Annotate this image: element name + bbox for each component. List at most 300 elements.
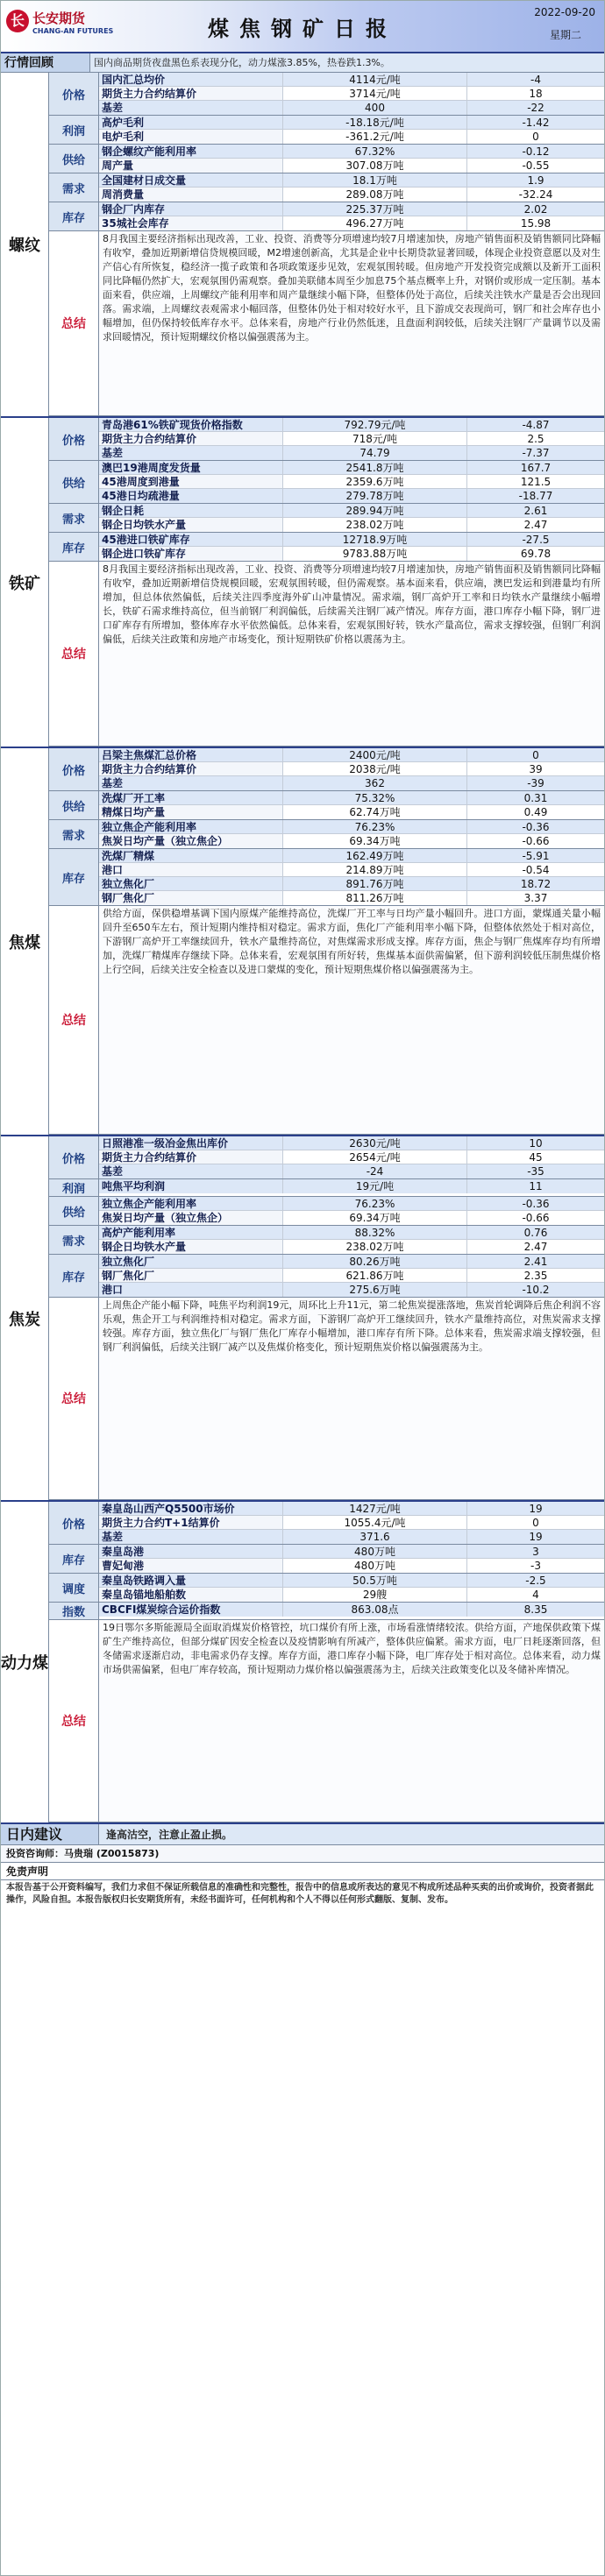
group-label: 库存 xyxy=(49,1255,99,1297)
group-label: 需求 xyxy=(49,173,99,202)
group-rows xyxy=(99,1226,604,1254)
indicator-value: 480万吨 xyxy=(283,1545,467,1558)
section-body xyxy=(49,748,604,1135)
indicator-name: 基差 xyxy=(99,446,283,460)
table-row xyxy=(99,1502,604,1516)
indicator-change: -27.5 xyxy=(522,534,550,546)
indicator-group xyxy=(49,173,604,202)
indicator-value: 162.49万吨 xyxy=(283,849,467,862)
table-row xyxy=(99,159,604,173)
summary-label: 总结 xyxy=(49,231,99,415)
indicator-value: 76.23% xyxy=(283,820,467,833)
indicator-change: 1.9 xyxy=(527,174,544,187)
table-row xyxy=(99,1574,604,1588)
table-row xyxy=(99,863,604,877)
indicator-value: 279.78万吨 xyxy=(283,489,467,503)
indicator-name: 钢企厂内库存 xyxy=(99,202,283,216)
indicator-value: 3714元/吨 xyxy=(283,87,467,100)
indicator-change: 121.5 xyxy=(520,476,552,488)
indicator-value: 811.26万吨 xyxy=(283,891,467,905)
indicator-group xyxy=(49,1226,604,1255)
section-label: 铁矿 xyxy=(1,418,49,747)
indicator-value: 19元/吨 xyxy=(283,1179,467,1193)
indicator-change: 0.76 xyxy=(523,1227,548,1239)
indicator-change: 10 xyxy=(529,1137,543,1150)
summary-label: 总结 xyxy=(49,906,99,1134)
indicator-value: 289.94万吨 xyxy=(283,504,467,517)
indicator-group xyxy=(49,73,604,116)
table-row xyxy=(99,1559,604,1573)
table-row xyxy=(99,188,604,202)
indicator-value: -361.2元/吨 xyxy=(283,130,467,144)
indicator-value: 62.74万吨 xyxy=(283,805,467,819)
disclaimer-title: 免责声明 xyxy=(1,1863,604,1880)
indicator-change: 45 xyxy=(529,1151,543,1164)
indicator-change: -0.54 xyxy=(522,864,550,876)
group-label: 需求 xyxy=(49,504,99,532)
summary-label: 总结 xyxy=(49,1620,99,1822)
table-row xyxy=(99,461,604,475)
table-row xyxy=(99,116,604,130)
indicator-name: 周产量 xyxy=(99,159,283,173)
indicator-name: 秦皇岛港 xyxy=(99,1545,283,1558)
indicator-change: -0.36 xyxy=(522,821,550,833)
indicator-change: 0 xyxy=(532,1517,539,1529)
group-rows xyxy=(99,461,604,503)
group-label: 价格 xyxy=(49,1502,99,1544)
indicator-value: 9783.88万吨 xyxy=(283,547,467,561)
table-row xyxy=(99,446,604,460)
indicator-value: 289.08万吨 xyxy=(283,188,467,202)
indicator-name: 国内汇总均价 xyxy=(99,73,283,86)
indicator-change: 19 xyxy=(529,1531,543,1543)
section-3 xyxy=(1,1136,604,1502)
summary-block xyxy=(49,562,604,747)
indicator-value: 2630元/吨 xyxy=(283,1136,467,1150)
indicator-change: 2.47 xyxy=(523,519,548,531)
table-row xyxy=(99,820,604,834)
table-row xyxy=(99,216,604,230)
section-label: 焦炭 xyxy=(1,1136,49,1500)
summary-text: 上周焦企产能小幅下降，吨焦平均利润19元，周环比上升11元，第二轮焦炭提涨落地，焦炭首轮调降后焦企利润不容乐观，焦企开工与利润维持相对稳定。需求方面，下游钢厂高炉开工继续回升，铁水产量维持高位，对焦炭需求支撑较强。库存方面，独立焦化厂与钢厂焦化厂库存小幅增加，港口库存有所下降。总体来看，焦炭需求端支撑较强，但钢厂利润偏低，后续关注钢厂减产以及焦煤价格变化，预计短期焦炭价格以偏强震荡为主。 xyxy=(99,1298,604,1499)
indicator-name: 期货主力合约T+1结算价 xyxy=(99,1516,283,1529)
indicator-value: 1427元/吨 xyxy=(283,1502,467,1515)
disclaimer-text: 本报告基于公开资料编写，我们力求但不保证所载信息的准确性和完整性，报告中的信息或所表达的意见不构成所述品种买卖的出价或询价，投资者据此操作，风险自担。本报告版权归长安期货所有，未经书面许可，任何机构和个人不得以任何形式翻版、复制、发布。 xyxy=(6,1883,594,1905)
indicator-name: 电炉毛利 xyxy=(99,130,283,144)
indicator-group xyxy=(49,418,604,461)
indicator-name: 基差 xyxy=(99,101,283,115)
logo-name: 长安期货 xyxy=(32,11,86,26)
indicator-change: -0.55 xyxy=(522,159,550,172)
indicator-value: 2359.6万吨 xyxy=(283,475,467,488)
indicator-name: 35城社会库存 xyxy=(99,216,283,230)
indicator-value: 718元/吨 xyxy=(283,432,467,445)
indicator-group xyxy=(49,820,604,849)
indicator-value: 69.34万吨 xyxy=(283,834,467,848)
report-title: 煤焦钢矿日报 xyxy=(208,16,397,41)
group-label: 库存 xyxy=(49,849,99,905)
group-rows xyxy=(99,145,604,173)
indicator-change: 18 xyxy=(529,88,543,100)
indicator-value: 75.32% xyxy=(283,791,467,804)
indicator-name: 吕梁主焦煤汇总价格 xyxy=(99,748,283,761)
summary-block xyxy=(49,1620,604,1822)
indicator-value: 76.23% xyxy=(283,1197,467,1210)
indicator-value: 238.02万吨 xyxy=(283,1240,467,1254)
indicator-group xyxy=(49,1179,604,1197)
summary-text: 供给方面，保供稳增基调下国内原煤产能维持高位，洗煤厂开工率与日均产量小幅回升。进口方面，蒙煤通关量小幅回升至650车左右，预计短期内维持相对稳定。需求方面，焦化厂产能利用率小幅下降，但整体依然处于相对高位，下游钢厂高炉开工率继续回升，铁水产量维持高位，对焦煤需求形成支撑。库存方面，焦企与钢厂焦煤库存均有所增加，洗煤厂精煤库存继续下降。总体来看，宏观氛围有所好转，焦煤基本面供需偏紧，但下游利润较低压制焦煤价格上行空间，后续关注安全检查以及进口蒙煤的变化，预计短期焦煤价格以偏强震荡为主。 xyxy=(99,906,604,1134)
table-row xyxy=(99,1136,604,1150)
indicator-value: 18.1万吨 xyxy=(283,173,467,187)
indicator-name: 钢企日耗 xyxy=(99,504,283,517)
indicator-value: 480万吨 xyxy=(283,1559,467,1573)
summary-block xyxy=(49,1298,604,1500)
indicator-name: 期货主力合约结算价 xyxy=(99,87,283,100)
indicator-change: 2.5 xyxy=(527,433,544,445)
table-row xyxy=(99,1269,604,1283)
indicator-name: 独立焦企产能利用率 xyxy=(99,1197,283,1210)
indicator-group xyxy=(49,1603,604,1620)
indicator-value: 275.6万吨 xyxy=(283,1283,467,1297)
indicator-change: -0.36 xyxy=(522,1198,550,1210)
indicator-value: 2541.8万吨 xyxy=(283,461,467,474)
indicator-group xyxy=(49,202,604,231)
commodity-sections xyxy=(1,73,604,1824)
indicator-value: 12718.9万吨 xyxy=(283,533,467,546)
table-row xyxy=(99,849,604,863)
table-row xyxy=(99,1255,604,1269)
indicator-value: 362 xyxy=(283,776,467,790)
indicator-change: -5.91 xyxy=(522,850,550,862)
table-row xyxy=(99,130,604,144)
group-label: 需求 xyxy=(49,820,99,848)
indicator-name: 港口 xyxy=(99,863,283,876)
indicator-change: -32.24 xyxy=(518,188,553,201)
table-row xyxy=(99,776,604,790)
section-body xyxy=(49,1502,604,1822)
table-row xyxy=(99,432,604,446)
indicator-name: 青岛港61%铁矿现货价格指数 xyxy=(99,418,283,431)
indicator-name: 钢企进口铁矿库存 xyxy=(99,547,283,561)
indicator-value: 496.27万吨 xyxy=(283,216,467,230)
group-rows xyxy=(99,1255,604,1297)
indicator-change: 2.47 xyxy=(523,1241,548,1253)
indicator-group xyxy=(49,504,604,533)
indicator-change: -4.87 xyxy=(522,419,550,431)
indicator-value: -24 xyxy=(283,1164,467,1178)
group-label: 供给 xyxy=(49,791,99,819)
indicator-value: 2038元/吨 xyxy=(283,762,467,775)
table-row xyxy=(99,1530,604,1544)
group-rows xyxy=(99,504,604,532)
indicator-name: 钢厂焦化厂 xyxy=(99,891,283,905)
indicator-value: 88.32% xyxy=(283,1226,467,1239)
table-row xyxy=(99,173,604,188)
group-label: 价格 xyxy=(49,73,99,115)
group-rows xyxy=(99,116,604,144)
indicator-name: 独立焦化厂 xyxy=(99,877,283,890)
section-label: 焦煤 xyxy=(1,748,49,1135)
indicator-name: 洗煤厂精煤 xyxy=(99,849,283,862)
group-rows xyxy=(99,1603,604,1619)
indicator-value: 863.08点 xyxy=(283,1603,467,1617)
summary-text: 8月我国主要经济指标出现改善，工业、投资、消费等分项增速均较7月增速加快，房地产销售面积及销售额同比降幅有收窄，叠加近期新增信贷规模回暖，宏观氛围转暖，但仍需观察。基本面来看，供应端，澳巴发运和到港量均有所增加，但总体依然偏低，后续关注四季度海外矿山冲量情况。需求端，钢厂高炉开工率和日均铁水产量继续小幅增长，铁矿石需求维持高位，但当前钢厂利润偏低，后续需关注钢厂减产情况。库存方面，港口库存小幅下降，钢厂进口矿库存有所增加，整体库存水平依然偏低。总体来看，宏观氛围好转，铁水产量高位，需求支撑较强，但钢厂利润偏低，后续关注政策和房地产市场变化，预计短期铁矿价格以震荡为主。 xyxy=(99,562,604,746)
indicator-value: 74.79 xyxy=(283,446,467,460)
indicator-name: 钢企日均铁水产量 xyxy=(99,518,283,532)
indicator-name: 港口 xyxy=(99,1283,283,1297)
indicator-name: 钢厂焦化厂 xyxy=(99,1269,283,1282)
indicator-change: 2.02 xyxy=(523,203,548,216)
indicator-name: 期货主力合约结算价 xyxy=(99,1150,283,1164)
indicator-change: 2.35 xyxy=(523,1270,548,1282)
report-date: 2022-09-20 xyxy=(534,6,595,18)
market-overview xyxy=(1,53,604,73)
indicator-change: -22 xyxy=(527,102,544,114)
indicator-value: 2400元/吨 xyxy=(283,748,467,761)
group-rows xyxy=(99,849,604,905)
table-row xyxy=(99,73,604,87)
indicator-value: 80.26万吨 xyxy=(283,1255,467,1268)
indicator-name: 全国建材日成交量 xyxy=(99,173,283,187)
section-4 xyxy=(1,1502,604,1824)
indicator-change: -39 xyxy=(527,777,544,789)
indicator-name: 钢企螺纹产能利用率 xyxy=(99,145,283,158)
group-label: 价格 xyxy=(49,748,99,790)
indicator-change: 19 xyxy=(529,1503,543,1515)
group-label: 库存 xyxy=(49,202,99,230)
indicator-value: 50.5万吨 xyxy=(283,1574,467,1587)
group-label: 价格 xyxy=(49,418,99,460)
table-row xyxy=(99,1283,604,1297)
indicator-value: 69.34万吨 xyxy=(283,1211,467,1225)
table-row xyxy=(99,1603,604,1617)
table-row xyxy=(99,891,604,905)
indicator-change: 8.35 xyxy=(523,1603,548,1616)
indicator-name: 45港日均疏港量 xyxy=(99,489,283,503)
indicator-name: 日照港准一级冶金焦出库价 xyxy=(99,1136,283,1150)
group-rows xyxy=(99,1545,604,1573)
indicator-name: 焦炭日均产量（独立焦企） xyxy=(99,834,283,848)
group-rows xyxy=(99,791,604,819)
indicator-change: 0.31 xyxy=(523,792,548,804)
indicator-group xyxy=(49,461,604,504)
indicator-name: 45港周度到港量 xyxy=(99,475,283,488)
indicator-value: 29艘 xyxy=(283,1588,467,1602)
table-row xyxy=(99,1211,604,1225)
indicator-change: 0 xyxy=(532,131,539,143)
indicator-change: -35 xyxy=(527,1165,544,1178)
indicator-group xyxy=(49,533,604,562)
indicator-change: -4 xyxy=(530,74,541,86)
summary-label: 总结 xyxy=(49,562,99,746)
table-row xyxy=(99,101,604,115)
overview-label: 行情回顾 xyxy=(1,53,90,72)
group-rows xyxy=(99,418,604,460)
indicator-value: -18.18元/吨 xyxy=(283,116,467,129)
indicator-change: -2.5 xyxy=(525,1575,546,1587)
group-label: 供给 xyxy=(49,1197,99,1225)
advice-text: 逢高沽空，注意止盈止损。 xyxy=(106,1829,233,1841)
group-label: 供给 xyxy=(49,145,99,173)
indicator-change: 0 xyxy=(532,749,539,761)
indicator-change: -0.66 xyxy=(522,1212,550,1224)
indicator-group xyxy=(49,1255,604,1298)
table-row xyxy=(99,762,604,776)
indicator-change: -7.37 xyxy=(522,447,550,459)
table-row xyxy=(99,834,604,848)
indicator-change: 167.7 xyxy=(520,462,552,474)
indicator-value: 307.08万吨 xyxy=(283,159,467,173)
indicator-group xyxy=(49,1574,604,1603)
indicator-value: 621.86万吨 xyxy=(283,1269,467,1282)
indicator-group xyxy=(49,1136,604,1179)
group-rows xyxy=(99,202,604,230)
indicator-change: -0.12 xyxy=(522,145,550,158)
table-row xyxy=(99,418,604,432)
table-row xyxy=(99,791,604,805)
indicator-change: 3.37 xyxy=(523,892,548,904)
logo-name-en: CHANG-AN FUTURES xyxy=(32,27,114,35)
section-body xyxy=(49,1136,604,1500)
group-rows xyxy=(99,1574,604,1602)
table-row xyxy=(99,1545,604,1559)
group-label: 利润 xyxy=(49,1179,99,1196)
indicator-name: 秦皇岛锚地船舶数 xyxy=(99,1588,283,1602)
group-label: 库存 xyxy=(49,533,99,561)
indicator-change: 11 xyxy=(529,1180,543,1192)
group-label: 供给 xyxy=(49,461,99,503)
indicator-group xyxy=(49,1197,604,1226)
indicator-name: 期货主力合约结算价 xyxy=(99,762,283,775)
indicator-value: 214.89万吨 xyxy=(283,863,467,876)
group-rows xyxy=(99,73,604,115)
indicator-change: -10.2 xyxy=(522,1284,550,1296)
indicator-name: 期货主力合约结算价 xyxy=(99,432,283,445)
indicator-name: 秦皇岛铁路调入量 xyxy=(99,1574,283,1587)
group-label: 指数 xyxy=(49,1603,99,1619)
group-rows xyxy=(99,1502,604,1544)
indicator-value: 400 xyxy=(283,101,467,115)
indicator-name: 洗煤厂开工率 xyxy=(99,791,283,804)
indicator-name: CBCFI煤炭综合运价指数 xyxy=(99,1603,283,1617)
indicator-change: 39 xyxy=(529,763,543,775)
indicator-value: 1055.4元/吨 xyxy=(283,1516,467,1529)
summary-text: 8月我国主要经济指标出现改善，工业、投资、消费等分项增速均较7月增速加快，房地产销售面积及销售额同比降幅有收窄，叠加近期新增信贷规模回暖，M2增速创新高，尤其是企业中长期贷款显著回暖，体现企业投资意愿以及对生产信心有所恢复，稳经济一揽子政策和各项政策逐步见效，宏观氛围转暖。但房地产开发投资完成额以及新开工面积同比降幅仍然扩大，宏观氛围仍需观察。叠加美联储本周至少加息75个基点概率上升，对钢价或形成一定压制。基本面来看，供应端，上周螺纹产能利用率和周产量继续小幅下降，但整体仍处于高位，后续关注铁水产量是否会出现回落。需求端，上周螺纹表观需求小幅回落，但整体仍处于相对较好水平，且下游成交表现尚可，钢厂和社会库存也小幅增加，但仍保持较低库存水平。总体来看，房地产行业仍然低迷，且盘面利润较低，后续关注钢厂产量调节以及需求回暖情况，预计短期螺纹价格以偏强震荡为主。 xyxy=(99,231,604,415)
section-2 xyxy=(1,748,604,1136)
table-row xyxy=(99,805,604,819)
indicator-name: 独立焦化厂 xyxy=(99,1255,283,1268)
intraday-advice xyxy=(1,1824,604,1845)
group-rows xyxy=(99,748,604,790)
table-row xyxy=(99,877,604,891)
section-1 xyxy=(1,418,604,748)
indicator-name: 基差 xyxy=(99,1164,283,1178)
table-row xyxy=(99,547,604,561)
table-row xyxy=(99,489,604,503)
report-header xyxy=(1,1,604,53)
indicator-name: 高炉毛利 xyxy=(99,116,283,129)
table-row xyxy=(99,475,604,489)
indicator-change: 69.78 xyxy=(520,548,552,560)
indicator-change: 2.41 xyxy=(523,1256,548,1268)
advisor-info: 投资咨询师：马贵瑞 (Z0015873) xyxy=(1,1845,604,1863)
indicator-change: -3 xyxy=(530,1560,541,1572)
table-row xyxy=(99,202,604,216)
overview-text: 国内商品期货夜盘黑色系表现分化，动力煤涨3.85%，热卷跌1.3%。 xyxy=(94,57,390,68)
table-row xyxy=(99,145,604,159)
summary-label: 总结 xyxy=(49,1298,99,1499)
summary-block xyxy=(49,231,604,416)
indicator-group xyxy=(49,145,604,173)
table-row xyxy=(99,1197,604,1211)
indicator-value: 238.02万吨 xyxy=(283,518,467,532)
indicator-value: 2654元/吨 xyxy=(283,1150,467,1164)
indicator-change: 2.61 xyxy=(523,505,548,517)
indicator-group xyxy=(49,791,604,820)
table-row xyxy=(99,1226,604,1240)
indicator-group xyxy=(49,1502,604,1545)
table-row xyxy=(99,1179,604,1193)
indicator-name: 秦皇岛山西产Q5500市场价 xyxy=(99,1502,283,1515)
indicator-name: 钢企日均铁水产量 xyxy=(99,1240,283,1254)
section-label: 螺纹 xyxy=(1,73,49,416)
table-row xyxy=(99,87,604,101)
indicator-name: 曹妃甸港 xyxy=(99,1559,283,1573)
group-rows xyxy=(99,820,604,848)
report-weekday: 星期二 xyxy=(549,29,581,41)
indicator-group xyxy=(49,748,604,791)
group-label: 价格 xyxy=(49,1136,99,1178)
table-row xyxy=(99,504,604,518)
group-label: 需求 xyxy=(49,1226,99,1254)
group-rows xyxy=(99,1179,604,1196)
indicator-group xyxy=(49,849,604,906)
indicator-name: 45港进口铁矿库存 xyxy=(99,533,283,546)
table-row xyxy=(99,748,604,762)
indicator-name: 基差 xyxy=(99,1530,283,1544)
group-rows xyxy=(99,533,604,561)
section-0 xyxy=(1,73,604,418)
group-rows xyxy=(99,173,604,202)
indicator-change: 0.49 xyxy=(523,806,548,818)
indicator-name: 澳巴19港周度发货量 xyxy=(99,461,283,474)
indicator-name: 周消费量 xyxy=(99,188,283,202)
indicator-change: -18.77 xyxy=(518,490,553,502)
table-row xyxy=(99,518,604,532)
table-row xyxy=(99,1240,604,1254)
indicator-value: 225.37万吨 xyxy=(283,202,467,216)
table-row xyxy=(99,1588,604,1602)
indicator-change: 4 xyxy=(532,1589,539,1601)
indicator-name: 基差 xyxy=(99,776,283,790)
summary-block xyxy=(49,906,604,1135)
indicator-change: 3 xyxy=(532,1546,539,1558)
indicator-change: 18.72 xyxy=(520,878,552,890)
group-label: 利润 xyxy=(49,116,99,144)
summary-text: 19日鄂尔多斯能源局全面取消煤炭价格管控，坑口煤价有所上涨，市场看涨情绪较浓。供给方面，产地保供政策下煤矿生产维持高位，但部分煤矿因安全检查以及疫情影响有所减产，整体供应偏紧。需求方面，电厂日耗逐渐回落，但冬储需求逐渐启动，非电需求仍存支撑。库存方面，港口库存小幅下降，电厂库存处于相对高位。总体来看，动力煤市场供需偏紧，但电厂库存较高，预计短期动力煤价格以偏强震荡为主，后续关注政策变化以及冬储补库情况。 xyxy=(99,1620,604,1822)
indicator-name: 吨焦平均利润 xyxy=(99,1179,283,1193)
advice-label: 日内建议 xyxy=(1,1824,99,1844)
indicator-value: 792.79元/吨 xyxy=(283,418,467,431)
indicator-name: 高炉产能利用率 xyxy=(99,1226,283,1239)
group-label: 库存 xyxy=(49,1545,99,1573)
section-body xyxy=(49,418,604,747)
section-label: 动力煤 xyxy=(1,1502,49,1822)
indicator-name: 焦炭日均产量（独立焦企） xyxy=(99,1211,283,1225)
indicator-value: 4114元/吨 xyxy=(283,73,467,86)
indicator-value: 67.32% xyxy=(283,145,467,158)
table-row xyxy=(99,1150,604,1164)
